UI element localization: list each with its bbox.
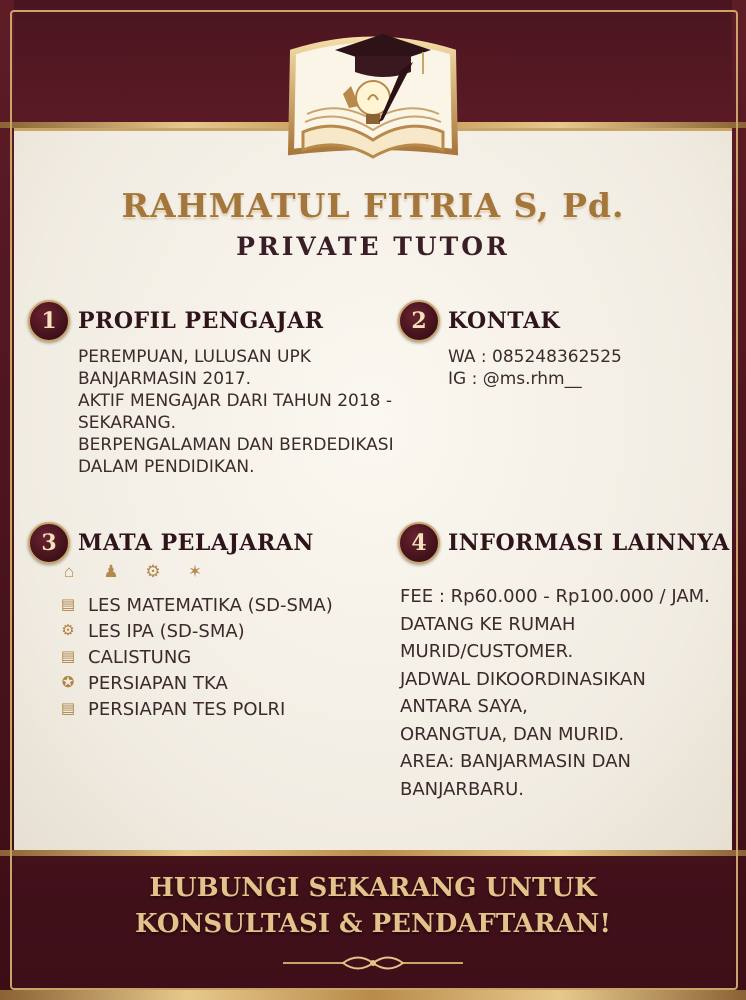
book-icon: ▤ — [60, 596, 76, 613]
section-info-header — [398, 522, 730, 564]
gears-icon: ⚙ — [61, 622, 75, 639]
info-line: ANTARA SAYA, — [400, 696, 528, 717]
list-item: ✪ PERSIAPAN TKA — [58, 670, 333, 696]
kontak-text — [448, 346, 622, 390]
people-icon: ♟ — [103, 562, 119, 581]
book-icon: ▤ — [60, 648, 76, 665]
info-line: AREA: BANJARMASIN DAN — [400, 751, 632, 772]
instagram-contact: IG : @ms.rhm__ — [448, 369, 582, 389]
call-to-action — [0, 870, 746, 942]
medal-icon: ✪ — [61, 674, 75, 691]
book-graduation-logo-icon — [283, 22, 463, 174]
section-number-badge: 1 — [28, 300, 70, 342]
section-number-badge: 2 — [398, 300, 440, 342]
book-icon: ▤ — [60, 700, 76, 717]
profil-line: DALAM PENDIDIKAN. — [78, 457, 255, 477]
profil-text — [78, 346, 394, 478]
section-title: MATA PELAJARAN — [78, 530, 314, 556]
tutor-role: PRIVATE TUTOR — [236, 232, 510, 261]
info-line: MURID/CUSTOMER. — [400, 641, 574, 662]
profil-line: AKTIF MENGAJAR DARI TAHUN 2018 - — [78, 391, 393, 411]
list-item: ▤ CALISTUNG — [58, 644, 333, 670]
section-number-badge: 3 — [28, 522, 70, 564]
section-kontak-header — [398, 300, 560, 342]
house-icon: ⌂ — [63, 562, 75, 581]
section-number-badge: 4 — [398, 522, 440, 564]
gold-rule-footer — [0, 990, 746, 1000]
profil-line: BERPENGALAMAN DAN BERDEDIKASI — [78, 435, 394, 455]
list-item: ⚙ LES IPA (SD-SMA) — [58, 618, 333, 644]
list-item: ▤ PERSIAPAN TES POLRI — [58, 696, 333, 722]
tutor-name: RAHMATUL FITRIA S, Pd. — [121, 186, 625, 225]
star-icon: ✶ — [187, 562, 203, 581]
cta-line-2: KONSULTASI & PENDAFTARAN! — [135, 909, 611, 939]
gear-icon: ⚙ — [145, 562, 161, 581]
info-text — [400, 583, 710, 803]
section-title: PROFIL PENGAJAR — [78, 308, 324, 334]
gold-rule-bottom — [0, 850, 746, 856]
profil-line: SEKARANG. — [78, 413, 177, 433]
section-profil-header — [28, 300, 324, 342]
section-mapel-header — [28, 522, 314, 564]
info-line: ORANGTUA, DAN MURID. — [400, 723, 625, 745]
whatsapp-contact: WA : 085248362525 — [448, 347, 622, 367]
info-line: JADWAL DIKOORDINASIKAN — [400, 668, 646, 690]
cta-line-1: HUBUNGI SEKARANG UNTUK — [149, 873, 597, 903]
info-line: FEE : Rp60.000 - Rp100.000 / JAM. — [400, 586, 710, 607]
profil-line: PEREMPUAN, LULUSAN UPK — [78, 347, 311, 367]
info-line: DATANG KE RUMAH — [400, 613, 576, 635]
ornament-flourish-icon — [283, 950, 463, 976]
subject-list — [58, 592, 333, 722]
section-title: INFORMASI LAINNYA — [448, 530, 730, 556]
subject-mini-icons — [58, 562, 206, 582]
list-item: ▤ LES MATEMATIKA (SD-SMA) — [58, 592, 333, 618]
info-line: BANJARBARU. — [400, 778, 525, 800]
profil-line: BANJARMASIN 2017. — [78, 369, 252, 389]
section-title: KONTAK — [448, 308, 561, 334]
